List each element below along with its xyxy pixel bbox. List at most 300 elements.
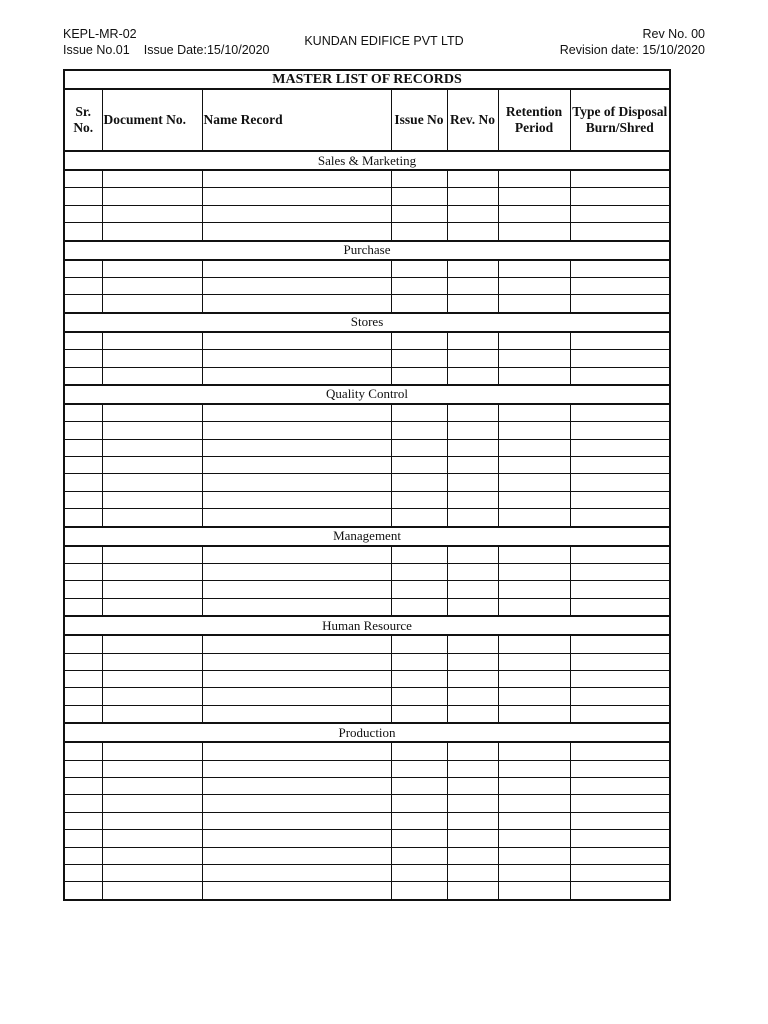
section-title: Production [64, 723, 670, 742]
table-cell [447, 188, 498, 205]
table-cell [391, 332, 447, 350]
table-cell [64, 474, 102, 491]
table-cell [202, 546, 391, 564]
table-cell [202, 653, 391, 670]
table-row [64, 812, 670, 829]
table-cell [570, 830, 670, 847]
table-cell [64, 223, 102, 241]
table-cell [391, 509, 447, 527]
table-cell [447, 688, 498, 705]
table-cell [570, 404, 670, 422]
table-cell [391, 795, 447, 812]
table-cell [447, 564, 498, 581]
table-cell [570, 653, 670, 670]
table-cell [570, 350, 670, 367]
table-row [64, 277, 670, 294]
table-cell [447, 491, 498, 508]
table-row [64, 332, 670, 350]
table-cell [570, 742, 670, 760]
table-cell [102, 564, 202, 581]
table-cell [447, 830, 498, 847]
section-row [64, 385, 670, 404]
table-cell [570, 581, 670, 598]
table-row [64, 170, 670, 188]
table-cell [447, 205, 498, 222]
table-cell [102, 635, 202, 653]
section-title: Purchase [64, 241, 670, 260]
table-cell [202, 509, 391, 527]
table-cell [498, 367, 570, 385]
doc-code: KEPL-MR-02 [63, 27, 137, 41]
section-title: Stores [64, 313, 670, 332]
table-cell [202, 564, 391, 581]
table-cell [391, 705, 447, 723]
table-row [64, 598, 670, 616]
table-cell [447, 777, 498, 794]
table-cell [447, 635, 498, 653]
table-cell [102, 830, 202, 847]
table-cell [102, 188, 202, 205]
table-row [64, 457, 670, 474]
revision-date: Revision date: 15/10/2020 [559, 43, 705, 57]
master-list-table [63, 69, 671, 901]
section-row [64, 723, 670, 742]
table-cell [570, 170, 670, 188]
table-cell [570, 509, 670, 527]
table-cell [202, 882, 391, 900]
table-cell [202, 688, 391, 705]
table-cell [498, 509, 570, 527]
table-cell [64, 670, 102, 687]
table-cell [102, 404, 202, 422]
table-cell [570, 546, 670, 564]
table-cell [64, 564, 102, 581]
table-cell [570, 598, 670, 616]
table-row [64, 474, 670, 491]
table-cell [202, 260, 391, 278]
table-row [64, 509, 670, 527]
table-cell [102, 864, 202, 881]
table-cell [570, 223, 670, 241]
table-cell [498, 830, 570, 847]
table-cell [102, 688, 202, 705]
table-cell [570, 422, 670, 439]
table-cell [570, 277, 670, 294]
table-cell [102, 367, 202, 385]
table-cell [202, 188, 391, 205]
table-cell [498, 812, 570, 829]
table-cell [391, 367, 447, 385]
table-cell [391, 295, 447, 313]
table-row [64, 404, 670, 422]
table-cell [202, 581, 391, 598]
table-cell [102, 439, 202, 456]
table-row [64, 295, 670, 313]
table-row [64, 205, 670, 222]
table-cell [570, 439, 670, 456]
table-cell [64, 367, 102, 385]
table-cell [498, 882, 570, 900]
table-cell [391, 350, 447, 367]
table-cell [447, 598, 498, 616]
section-row [64, 616, 670, 635]
section-title: Human Resource [64, 616, 670, 635]
table-cell [64, 205, 102, 222]
table-cell [498, 688, 570, 705]
table-cell [447, 260, 498, 278]
table-cell [498, 404, 570, 422]
table-cell [447, 277, 498, 294]
table-cell [64, 295, 102, 313]
table-cell [498, 422, 570, 439]
table-cell [570, 670, 670, 687]
table-row [64, 491, 670, 508]
table-cell [498, 439, 570, 456]
table-cell [447, 581, 498, 598]
table-row [64, 422, 670, 439]
table-body [64, 151, 670, 900]
table-cell [570, 474, 670, 491]
table-cell [447, 760, 498, 777]
table-row [64, 882, 670, 900]
table-row [64, 367, 670, 385]
table-cell [570, 457, 670, 474]
table-cell [391, 882, 447, 900]
col-rev-no: Rev. No [447, 89, 498, 151]
section-title: Quality Control [64, 385, 670, 404]
table-cell [447, 670, 498, 687]
table-row [64, 223, 670, 241]
table-cell [202, 598, 391, 616]
table-cell [498, 598, 570, 616]
table-cell [447, 367, 498, 385]
table-cell [447, 422, 498, 439]
table-cell [391, 830, 447, 847]
table-cell [102, 474, 202, 491]
table-cell [64, 830, 102, 847]
table-cell [202, 830, 391, 847]
table-cell [202, 439, 391, 456]
table-cell [102, 350, 202, 367]
table-cell [102, 653, 202, 670]
table-cell [202, 404, 391, 422]
table-cell [498, 295, 570, 313]
table-cell [447, 223, 498, 241]
col-disposal-type: Type of Disposal Burn/Shred [570, 89, 670, 151]
table-cell [102, 491, 202, 508]
table-cell [391, 864, 447, 881]
table-cell [498, 170, 570, 188]
table-cell [202, 847, 391, 864]
col-name-record: Name Record [202, 89, 391, 151]
table-row [64, 760, 670, 777]
table-cell [498, 546, 570, 564]
table-cell [447, 439, 498, 456]
table-title: MASTER LIST OF RECORDS [64, 70, 670, 89]
table-cell [391, 742, 447, 760]
col-document-no: Document No. [102, 89, 202, 151]
table-cell [64, 777, 102, 794]
table-cell [64, 509, 102, 527]
table-cell [202, 670, 391, 687]
table-cell [102, 509, 202, 527]
table-cell [570, 205, 670, 222]
table-cell [570, 812, 670, 829]
table-cell [391, 223, 447, 241]
table-cell [202, 205, 391, 222]
issue-no: Issue No.01 [63, 43, 130, 57]
table-cell [570, 795, 670, 812]
table-cell [447, 864, 498, 881]
table-cell [447, 705, 498, 723]
table-cell [64, 491, 102, 508]
table-cell [202, 705, 391, 723]
table-cell [498, 581, 570, 598]
table-cell [447, 795, 498, 812]
table-row [64, 847, 670, 864]
table-cell [102, 546, 202, 564]
table-cell [202, 295, 391, 313]
table-cell [391, 491, 447, 508]
table-cell [498, 742, 570, 760]
table-cell [202, 350, 391, 367]
table-cell [64, 598, 102, 616]
table-cell [498, 491, 570, 508]
table-cell [102, 795, 202, 812]
table-cell [391, 188, 447, 205]
table-row [64, 705, 670, 723]
section-row [64, 241, 670, 260]
table-cell [498, 188, 570, 205]
table-cell [498, 653, 570, 670]
table-cell [570, 491, 670, 508]
table-cell [498, 795, 570, 812]
table-cell [498, 705, 570, 723]
table-cell [102, 812, 202, 829]
table-cell [391, 598, 447, 616]
table-cell [391, 422, 447, 439]
table-cell [64, 653, 102, 670]
table-cell [570, 688, 670, 705]
table-cell [447, 474, 498, 491]
table-cell [64, 581, 102, 598]
table-cell [391, 670, 447, 687]
section-row [64, 527, 670, 546]
table-cell [570, 260, 670, 278]
table-cell [202, 795, 391, 812]
table-cell [447, 882, 498, 900]
table-cell [570, 882, 670, 900]
table-row [64, 864, 670, 881]
table-row [64, 350, 670, 367]
table-cell [102, 581, 202, 598]
table-cell [202, 742, 391, 760]
table-cell [202, 864, 391, 881]
table-cell [391, 260, 447, 278]
table-cell [102, 332, 202, 350]
table-row [64, 670, 670, 687]
section-title: Management [64, 527, 670, 546]
table-cell [498, 260, 570, 278]
table-cell [102, 277, 202, 294]
table-cell [498, 332, 570, 350]
table-cell [570, 635, 670, 653]
table-cell [64, 795, 102, 812]
table-row [64, 439, 670, 456]
section-row [64, 313, 670, 332]
table-cell [64, 705, 102, 723]
table-cell [391, 439, 447, 456]
table-cell [202, 422, 391, 439]
table-row [64, 546, 670, 564]
table-cell [202, 170, 391, 188]
table-cell [64, 812, 102, 829]
table-cell [498, 847, 570, 864]
table-cell [64, 882, 102, 900]
table-cell [102, 170, 202, 188]
table-cell [391, 847, 447, 864]
table-row [64, 260, 670, 278]
table-cell [447, 350, 498, 367]
table-cell [102, 847, 202, 864]
table-cell [102, 882, 202, 900]
table-cell [570, 367, 670, 385]
table-cell [447, 295, 498, 313]
table-cell [391, 457, 447, 474]
table-cell [498, 564, 570, 581]
table-row [64, 635, 670, 653]
table-cell [202, 332, 391, 350]
table-cell [64, 439, 102, 456]
table-cell [102, 705, 202, 723]
table-cell [447, 653, 498, 670]
table-cell [202, 760, 391, 777]
table-cell [391, 760, 447, 777]
table-cell [447, 742, 498, 760]
table-cell [498, 864, 570, 881]
table-cell [202, 277, 391, 294]
table-cell [498, 223, 570, 241]
table-cell [64, 170, 102, 188]
col-sr-no: Sr. No. [64, 89, 102, 151]
table-cell [447, 457, 498, 474]
table-cell [570, 864, 670, 881]
table-cell [498, 777, 570, 794]
table-cell [447, 812, 498, 829]
table-cell [202, 474, 391, 491]
table-cell [102, 295, 202, 313]
table-cell [570, 760, 670, 777]
table-cell [498, 474, 570, 491]
table-row [64, 688, 670, 705]
table-row [64, 188, 670, 205]
table-cell [498, 670, 570, 687]
table-cell [447, 509, 498, 527]
table-cell [102, 422, 202, 439]
table-cell [202, 457, 391, 474]
table-row [64, 742, 670, 760]
table-cell [202, 777, 391, 794]
table-cell [102, 457, 202, 474]
document-meta-right [560, 26, 705, 58]
rev-no: Rev No. 00 [642, 27, 705, 41]
table-cell [391, 564, 447, 581]
table-cell [64, 635, 102, 653]
table-cell [391, 812, 447, 829]
table-cell [391, 474, 447, 491]
table-row [64, 795, 670, 812]
table-row [64, 564, 670, 581]
table-cell [64, 742, 102, 760]
table-cell [570, 777, 670, 794]
table-cell [570, 188, 670, 205]
table-cell [102, 742, 202, 760]
table-cell [447, 404, 498, 422]
table-cell [447, 546, 498, 564]
table-cell [498, 350, 570, 367]
section-title: Sales & Marketing [64, 151, 670, 170]
table-cell [202, 812, 391, 829]
table-cell [64, 422, 102, 439]
section-row [64, 151, 670, 170]
table-cell [391, 404, 447, 422]
table-cell [202, 491, 391, 508]
table-cell [498, 277, 570, 294]
table-cell [391, 205, 447, 222]
col-issue-no: Issue No [391, 89, 447, 151]
table-cell [202, 223, 391, 241]
table-cell [498, 635, 570, 653]
table-cell [64, 760, 102, 777]
table-cell [102, 223, 202, 241]
table-cell [102, 777, 202, 794]
table-cell [570, 847, 670, 864]
table-cell [391, 777, 447, 794]
table-cell [202, 635, 391, 653]
table-row [64, 830, 670, 847]
table-cell [391, 635, 447, 653]
table-cell [498, 205, 570, 222]
table-cell [102, 205, 202, 222]
table-cell [391, 653, 447, 670]
table-cell [64, 847, 102, 864]
table-row [64, 777, 670, 794]
table-cell [102, 670, 202, 687]
table-cell [570, 295, 670, 313]
table-cell [64, 546, 102, 564]
table-cell [102, 598, 202, 616]
table-cell [391, 277, 447, 294]
table-cell [64, 457, 102, 474]
table-cell [570, 705, 670, 723]
table-cell [391, 581, 447, 598]
table-cell [391, 688, 447, 705]
table-cell [447, 170, 498, 188]
table-cell [64, 260, 102, 278]
table-cell [202, 367, 391, 385]
table-row [64, 581, 670, 598]
table-cell [64, 404, 102, 422]
table-cell [64, 688, 102, 705]
table-cell [64, 350, 102, 367]
table-cell [447, 332, 498, 350]
table-cell [102, 760, 202, 777]
table-cell [498, 760, 570, 777]
table-cell [391, 546, 447, 564]
col-retention-period: Retention Period [498, 89, 570, 151]
issue-date: Issue Date:15/10/2020 [143, 43, 270, 57]
table-cell [570, 564, 670, 581]
